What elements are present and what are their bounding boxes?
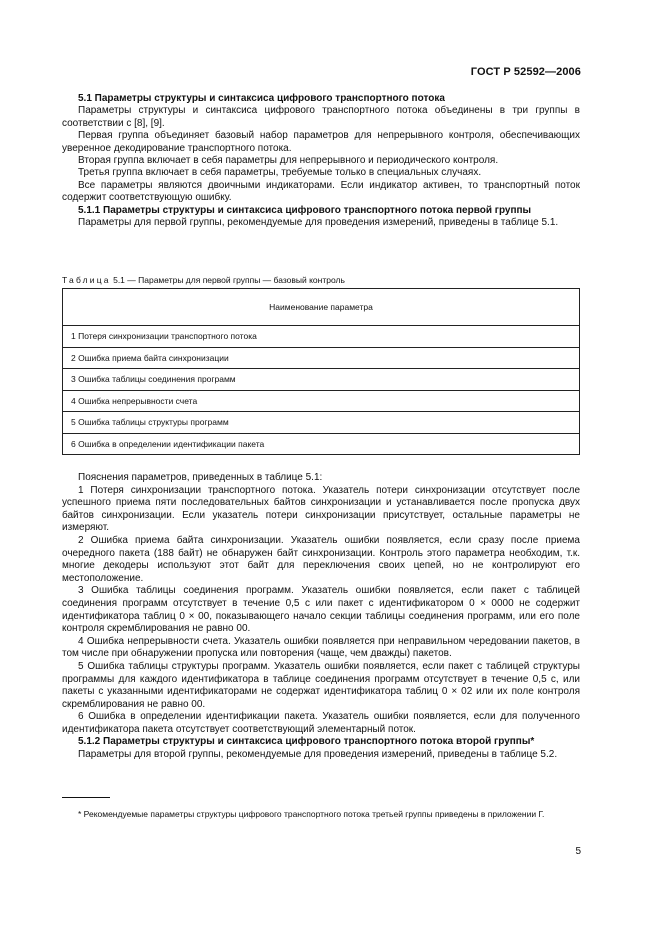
table-cell: 2 Ошибка приема байта синхронизации — [63, 347, 580, 369]
table-cell: 3 Ошибка таблицы соединения программ — [63, 369, 580, 391]
paragraph: Параметры для первой группы, рекомендуемые для проведения измерений, приведены в таблице 5.1. — [78, 217, 559, 229]
paragraph: Все параметры являются двоичными индикаторами. Если индикатор активен, то транспортный поток содержит соответствующую ошибку. — [62, 179, 580, 204]
table-row — [63, 369, 580, 391]
page-number: 5 — [575, 846, 581, 857]
paragraph: Вторая группа включает в себя параметры для непрерывного и периодического контроля. — [78, 155, 499, 167]
paragraph: 3 Ошибка таблицы соединения программ. Указатель ошибки появляется, если пакет с таблицей соединения программ отсутствует в течение 0,5 с или пакет с идентификатором 0 × 0000 не содержит идентификатора таблиц 0 × 00, показывающего начало секции таблицы соединения программ, или его поле контроля скремблирования не равно 00. — [62, 585, 580, 635]
paragraph: Пояснения параметров, приведенных в таблице 5.1: — [78, 472, 323, 483]
paragraph: 4 Ошибка непрерывности счета. Указатель ошибки появляется при неправильном чередовании пакетов, в том числе при обнаружении пропуска или повторения (чаще, чем дважды) пакетов. — [62, 635, 580, 660]
table-cell: 1 Потеря синхронизации транспортного потока — [63, 326, 580, 348]
paragraph: 2 Ошибка приема байта синхронизации. Указатель ошибки появляется, если сразу после приема очередного пакета (188 байт) не обнаружен байт синхронизации. Контроль этого параметра необходим, т.к. многие декодеры используют этот байт для переключения своих цепей, но не контролируют его местоположение. — [62, 534, 580, 584]
table-cell: 5 Ошибка таблицы структуры программ — [63, 412, 580, 434]
parameter-explanations — [62, 472, 580, 762]
standard-designation: ГОСТ Р 52592—2006 — [470, 66, 581, 78]
footnote-divider — [62, 797, 110, 798]
paragraph: Третья группа включает в себя параметры, требуемые только в специальных случаях. — [78, 167, 482, 179]
heading-5-1-1: 5.1.1 Параметры структуры и синтаксиса цифрового транспортного потока первой группы — [78, 204, 532, 216]
table-row — [63, 390, 580, 412]
section-5-1-text — [62, 93, 580, 229]
paragraph: Параметры структуры и синтаксиса цифрового транспортного потока объединены в три группы в соответствии с [8], [9]. — [62, 105, 580, 129]
paragraph: 1 Потеря синхронизации транспортного потока. Указатель потери синхронизации отсутствует после успешного приема пяти последовательных байтов синхронизации и устанавливается после пропуска двух байтов синхронизации. Если указатель потери синхронизации присутствует, остальные параметры не измеряют. — [62, 484, 580, 534]
paragraph: Параметры для второй группы, рекомендуемые для проведения измерений, приведены в таблице 5.2. — [78, 749, 558, 761]
heading-5-1-2: 5.1.2 Параметры структуры и синтаксиса цифрового транспортного потока второй группы* — [78, 736, 535, 748]
table-cell: 6 Ошибка в определении идентификации пакета — [63, 433, 580, 455]
table-cell: 4 Ошибка непрерывности счета — [63, 390, 580, 412]
table-caption-text: 5.1 — Параметры для первой группы — базовый контроль — [110, 275, 345, 285]
heading-5-1: 5.1 Параметры структуры и синтаксиса цифрового транспортного потока — [78, 93, 445, 104]
table-row — [63, 326, 580, 348]
table-caption-label: Таблица — [62, 275, 111, 285]
table-header-row — [63, 289, 580, 326]
paragraph: 5 Ошибка таблицы структуры программ. Указатель ошибки появляется, если пакет с таблицей структуры программы для каждого идентификатора в таблице соединения программ отсутствует в течение 0,5 с, или пакеты с указанными идентификаторами не содержат идентификатора таблиц 0 × 02 или их поле контроля скремблирования не равно 00. — [62, 660, 580, 710]
paragraph: Первая группа объединяет базовый набор параметров для непрерывного контроля, обеспечивающих уверенное декодирование транспортного потока. — [62, 130, 580, 154]
table-header-cell: Наименование параметра — [63, 289, 580, 326]
table-row — [63, 433, 580, 455]
paragraph: 6 Ошибка в определении идентификации пакета. Указатель ошибки появляется, если для полученного идентификатора пакета отсутствует соответствующий элементарный поток. — [62, 711, 580, 735]
table-row — [63, 347, 580, 369]
parameters-table — [62, 288, 580, 455]
table-row — [63, 412, 580, 434]
table-caption — [62, 275, 580, 285]
footnote: * Рекомендуемые параметры структуры цифрового транспортного потока третьей группы приведены в приложении Г. — [78, 809, 545, 819]
